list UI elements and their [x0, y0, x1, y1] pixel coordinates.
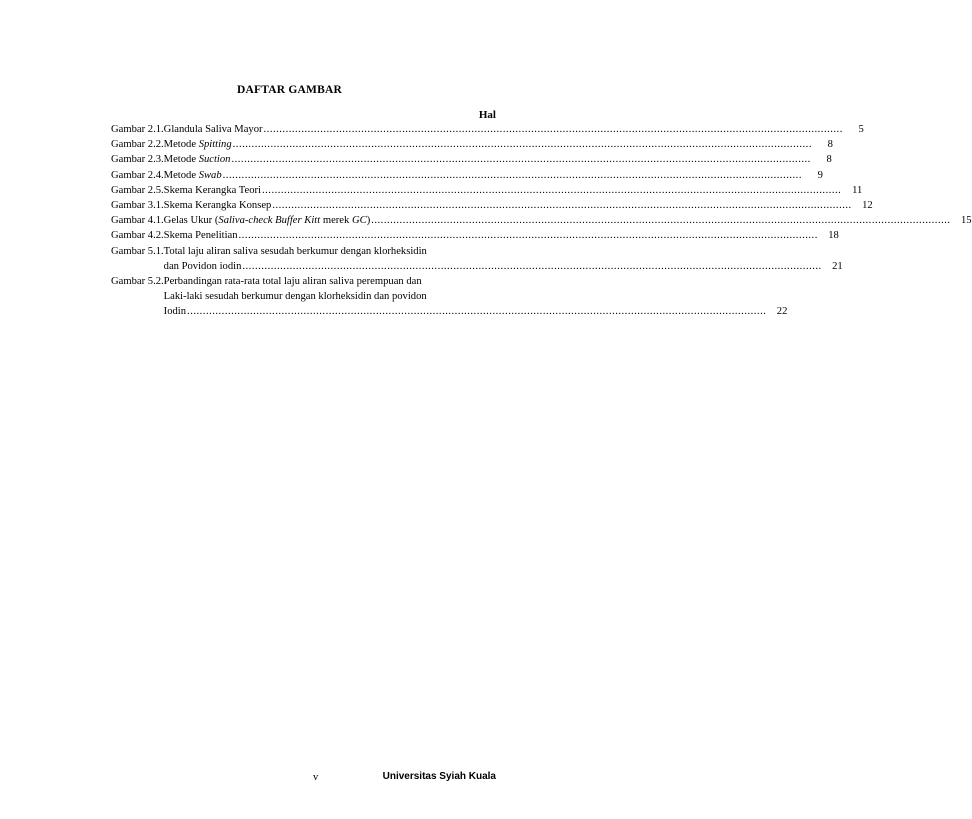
university-name: Universitas Syiah Kuala [382, 771, 496, 782]
list-item [111, 274, 788, 320]
list-item [111, 137, 833, 152]
list-item [111, 168, 823, 183]
figure-page: 9 [817, 169, 823, 181]
leader-dots [231, 152, 810, 167]
figure-title: Gelas Ukur (Saliva-check Buffer Kitt merek GC) [163, 215, 371, 227]
figure-list [111, 122, 972, 320]
figure-number: Gambar 4.1. [111, 215, 164, 227]
figure-page: 15 [960, 215, 972, 227]
figure-number: Gambar 2.4. [111, 169, 164, 181]
leader-dots [242, 259, 821, 274]
figure-title: Skema Kerangka Konsep [163, 200, 272, 212]
page-column-label: Hal [478, 109, 496, 121]
figure-number: Gambar 2.5. [111, 184, 164, 196]
figure-title: Skema Penelitian [163, 230, 238, 242]
list-item [111, 244, 843, 274]
figure-title: Total laju aliran saliva sesudah berkumur dengan klorheksidin dan Povidon iodin ..... 21 [164, 244, 843, 274]
list-item [111, 213, 972, 228]
figure-page: 12 [862, 200, 873, 212]
figure-page: 8 [826, 154, 832, 166]
page-number: v [313, 772, 319, 783]
leader-dots [223, 168, 802, 183]
leader-dots [272, 198, 851, 213]
figure-page: 22 [776, 306, 788, 318]
list-item [111, 152, 832, 167]
page-title: DAFTAR GAMBAR [237, 84, 342, 96]
figure-title: Metode Swab [163, 169, 222, 181]
list-item [111, 183, 863, 198]
figure-number: Gambar 2.3. [111, 154, 164, 166]
figure-title: Metode Suction [163, 154, 231, 166]
leader-dots [239, 228, 818, 243]
figure-title: Metode Spitting [163, 139, 232, 151]
figure-title: Glandula Saliva Mayor [163, 124, 263, 135]
figure-page: 5 [858, 124, 864, 135]
figure-number: Gambar 4.2. [111, 230, 164, 242]
figure-page: 11 [852, 184, 863, 196]
leader-dots [264, 122, 843, 137]
leader-dots [233, 137, 812, 152]
figure-title: Perbandingan rata-rata total laju aliran saliva perempuan dan Laki-laki sesudah berkumur dengan klorheksidin dan povidon Iodin ..... 22 [164, 274, 788, 320]
figure-number: Gambar 2.1. [111, 124, 164, 135]
figure-page: 21 [832, 260, 843, 272]
figure-page: 18 [828, 230, 839, 242]
figure-number: Gambar 3.1. [111, 200, 164, 212]
list-item [111, 228, 839, 243]
figure-number: Gambar 5.2. [111, 276, 164, 288]
leader-dots [187, 304, 766, 319]
list-item [111, 198, 873, 213]
list-item [111, 122, 864, 137]
leader-dots [371, 213, 950, 228]
figure-title: Skema Kerangka Teori [163, 184, 261, 196]
figure-page: 8 [827, 139, 833, 151]
figure-number: Gambar 5.1. [111, 245, 164, 257]
leader-dots [262, 183, 841, 198]
figure-number: Gambar 2.2. [111, 139, 164, 151]
